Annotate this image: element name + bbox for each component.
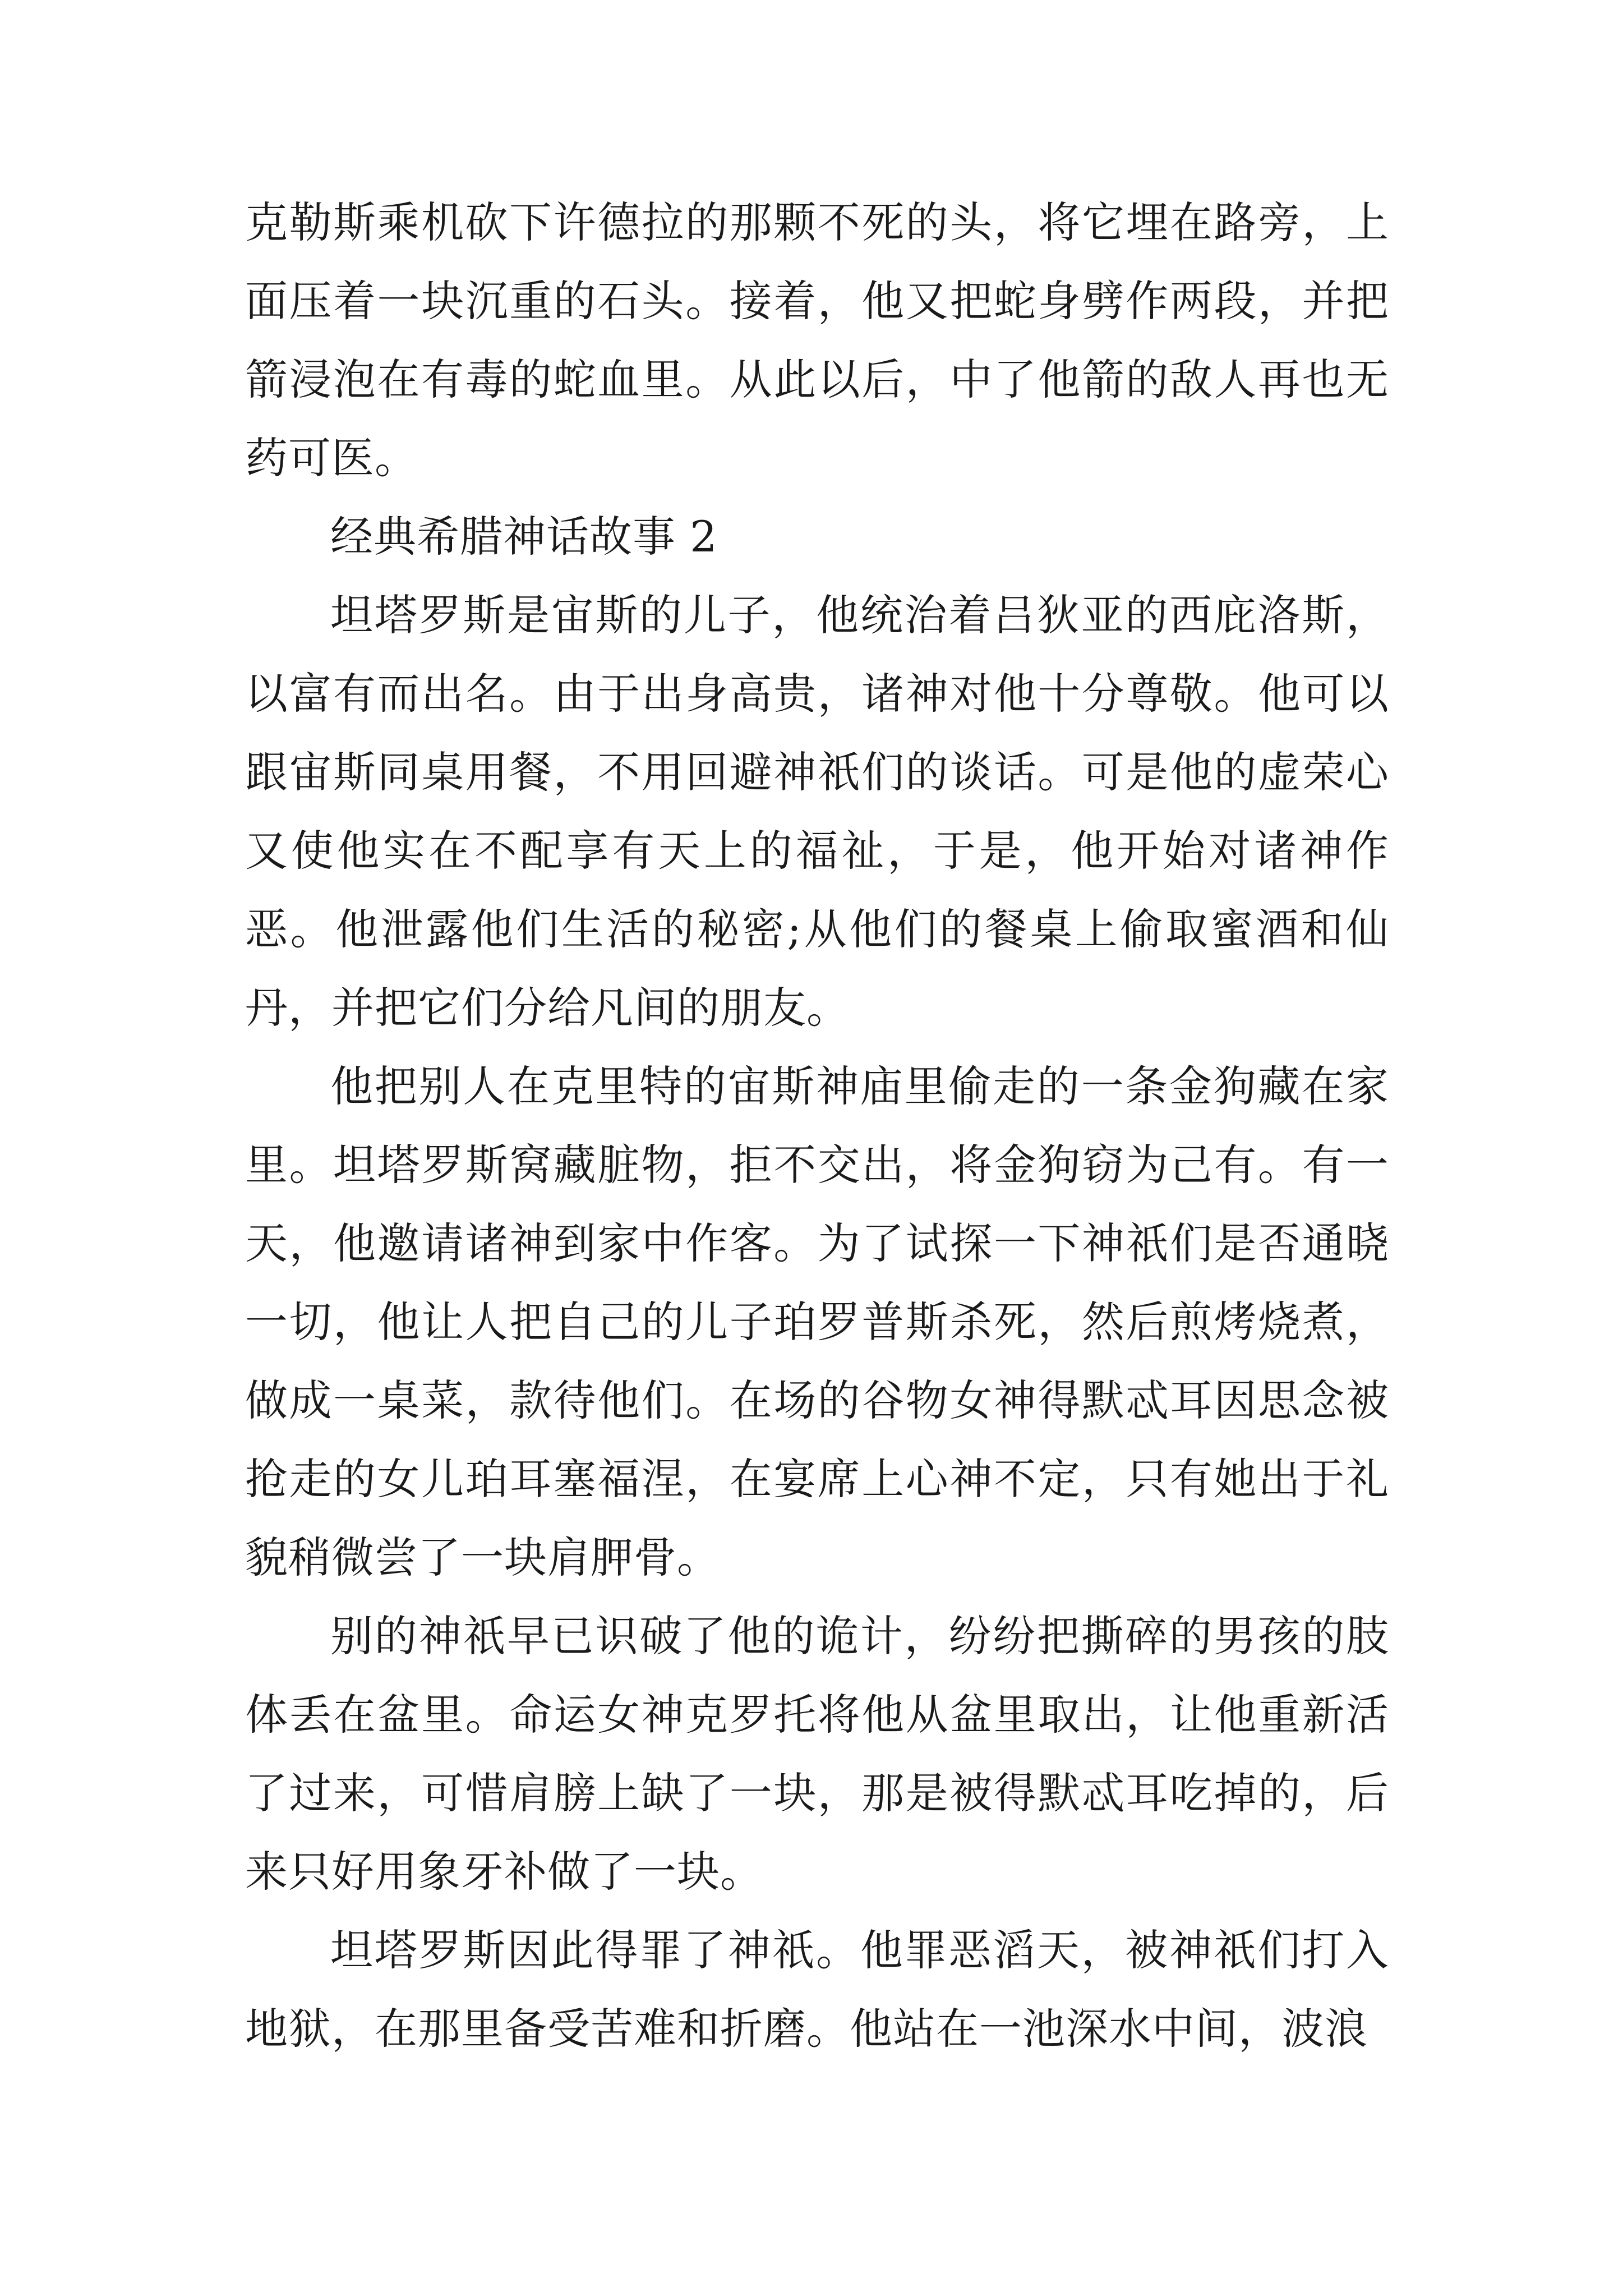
story-heading: 经典希腊神话故事 2 — [330, 512, 718, 562]
paragraph-1: 坦塔罗斯是宙斯的儿子，他统治着吕狄亚的西庇洛斯，以富有而出名。由于出身高贵，诸神对他十分尊敬。他可以跟宙斯同桌用餐，不用回避神祇们的谈话。可是他的虚荣心又使他实在不配享有天上的福祉，于是，他开始对诸神作恶。他泄露他们生活的秘密;从他们的餐桌上偷取蜜酒和仙丹，并把它们分给凡间的朋友。 — [245, 590, 1389, 1033]
paragraph-2: 他把别人在克里特的宙斯神庙里偷走的一条金狗藏在家里。坦塔罗斯窝藏脏物，拒不交出，将金狗窃为己有。有一天，他邀请诸神到家中作客。为了试探一下神祇们是否通晓一切，他让人把自己的儿子珀罗普斯杀死，然后煎烤烧煮，做成一桌菜，款待他们。在场的谷物女神得默忒耳因思念被抢走的女儿珀耳塞福涅，在宴席上心神不定，只有她出于礼貌稍微尝了一块肩胛骨。 — [245, 1061, 1389, 1582]
paragraph-4: 坦塔罗斯因此得罪了神祇。他罪恶滔天，被神祇们打入地狱，在那里备受苦难和折磨。他站在一池深水中间，波浪 — [245, 1925, 1389, 2054]
document-body — [245, 183, 1389, 2068]
continuation-paragraph: 克勒斯乘机砍下许德拉的那颗不死的头，将它埋在路旁，上面压着一块沉重的石头。接着，他又把蛇身劈作两段，并把箭浸泡在有毒的蛇血里。从此以后，中了他箭的敌人再也无药可医。 — [245, 197, 1389, 483]
paragraph-3: 别的神祇早已识破了他的诡计，纷纷把撕碎的男孩的肢体丢在盆里。命运女神克罗托将他从盆里取出，让他重新活了过来，可惜肩膀上缺了一块，那是被得默忒耳吃掉的，后来只好用象牙补做了一块。 — [245, 1611, 1389, 1897]
